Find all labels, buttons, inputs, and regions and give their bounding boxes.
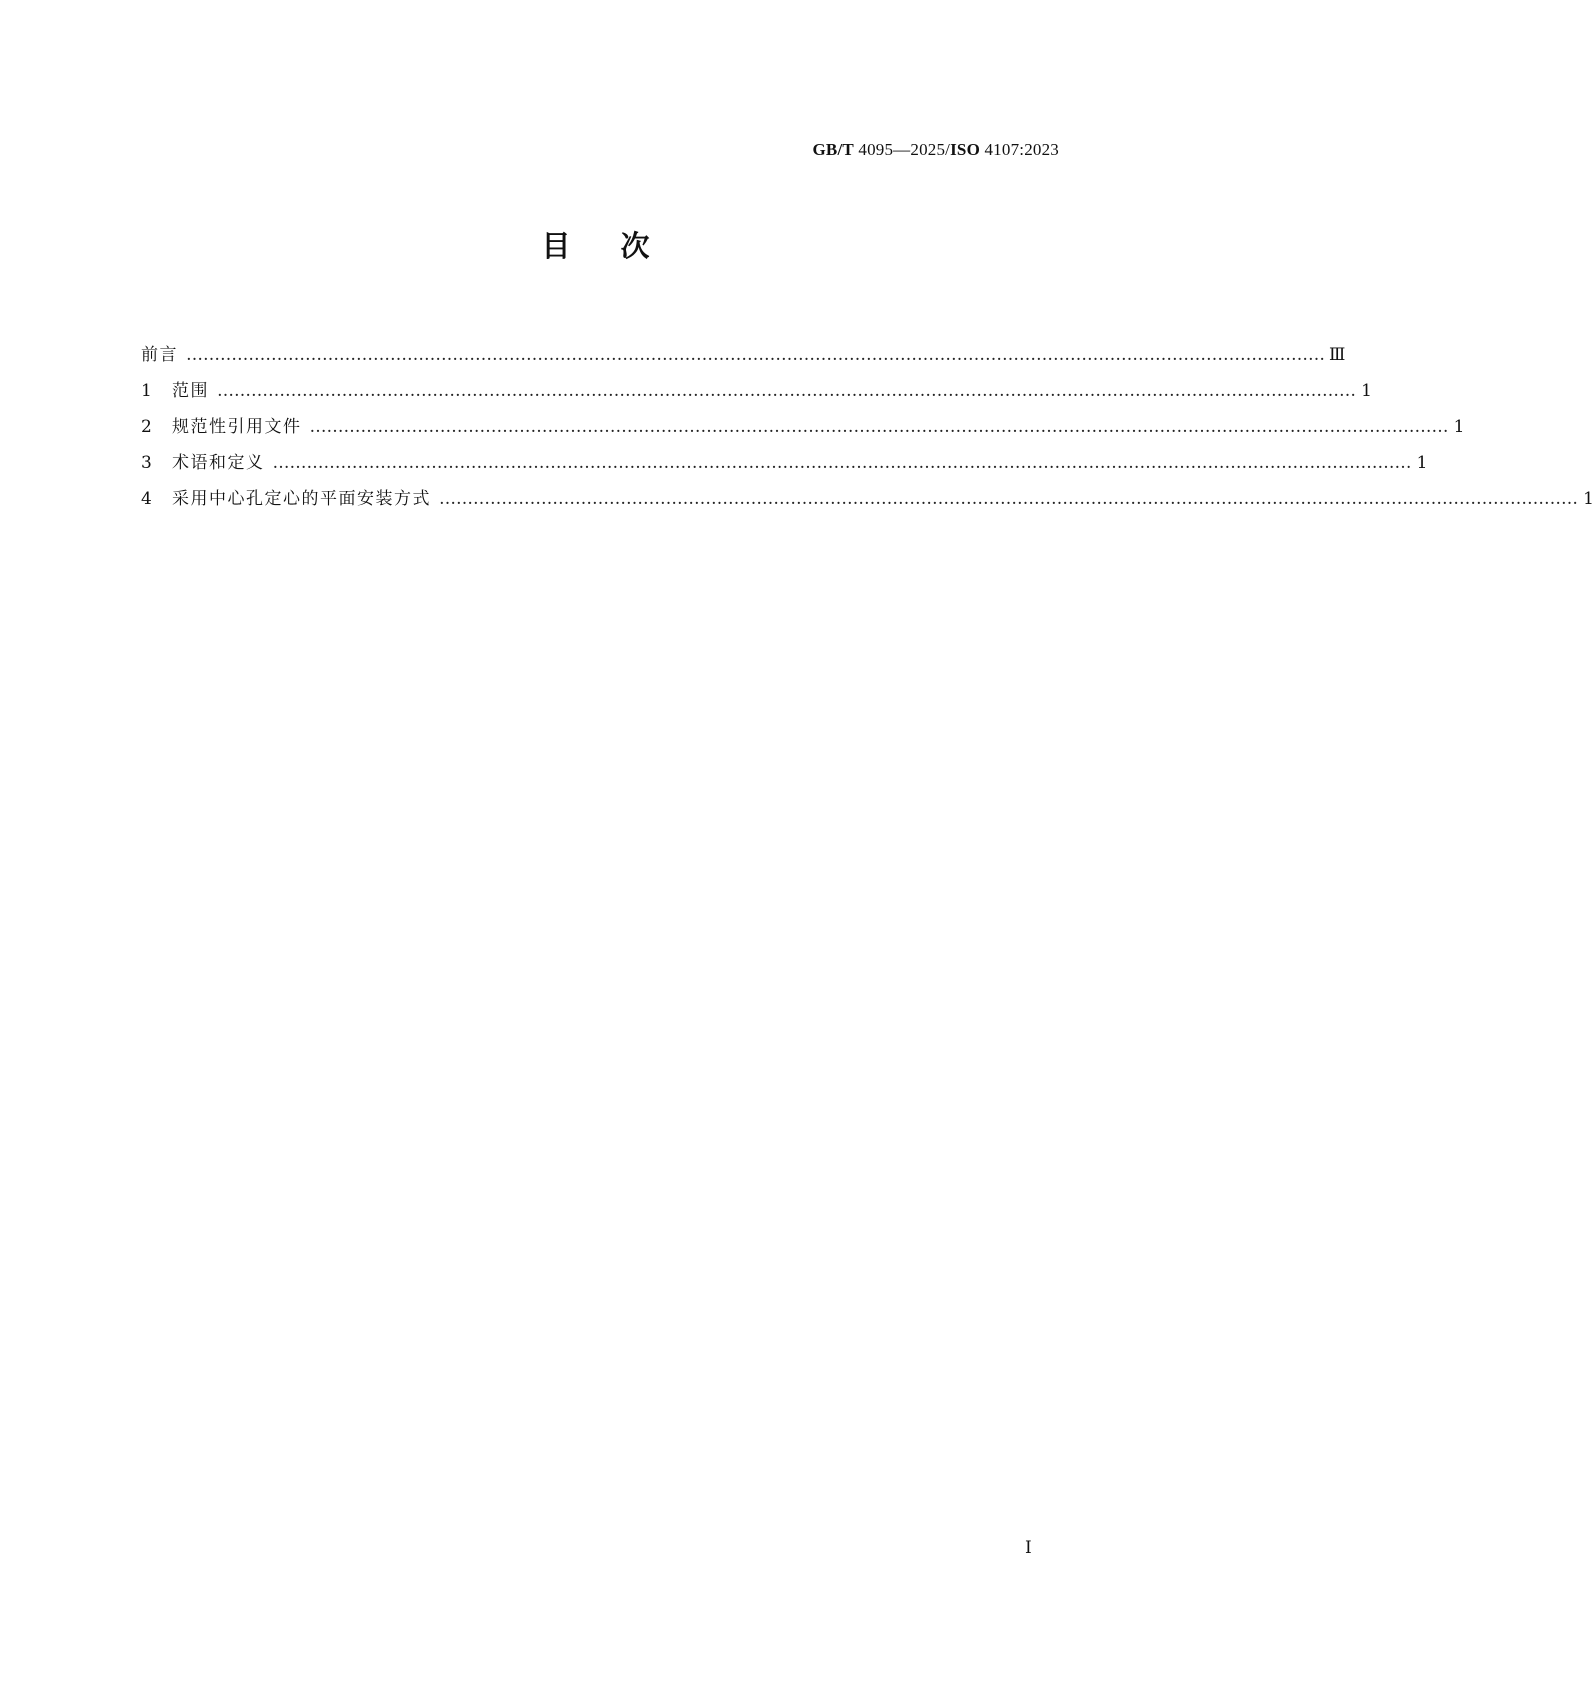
toc-entry-page: 1 [1361, 381, 1372, 401]
toc-entry-foreword[interactable] [141, 340, 1346, 376]
toc-entry-page: 1 [1453, 417, 1465, 437]
toc-entry-label: 术语和定义 [172, 453, 265, 473]
toc-leader-dots: ………………………………………………………………………………………………………………………………………………………………………………… [309, 417, 1449, 437]
toc-entry-page: 1 [1416, 453, 1428, 473]
toc-entry-label: 规范性引用文件 [172, 417, 302, 437]
toc-entry-label: 范围 [172, 381, 209, 401]
page-title: 目次 [541, 229, 700, 263]
table-of-contents [141, 340, 1594, 520]
toc-entry-label: 前言 [141, 345, 178, 365]
iso-number: 4107:2023 [980, 140, 1059, 159]
toc-entry-mounting[interactable] [141, 484, 1594, 520]
toc-entry-number: 1 [141, 381, 152, 401]
toc-entry-number: 2 [141, 417, 152, 437]
toc-entry-page: Ⅲ [1329, 345, 1346, 365]
toc-leader-dots: ………………………………………………………………………………………………………………………………………………………………………………… [439, 489, 1578, 509]
toc-entry-number: 3 [141, 453, 152, 473]
page-number: Ⅰ [1025, 1538, 1032, 1558]
document-code [812, 140, 1059, 160]
toc-entry-terms-definitions[interactable] [141, 448, 1428, 484]
iso-prefix: ISO [950, 140, 981, 159]
standard-number: 4095—2025/ [853, 140, 951, 159]
toc-entry-number: 4 [141, 489, 152, 509]
toc-leader-dots: ………………………………………………………………………………………………………………………………………………………………………………… [272, 453, 1412, 473]
toc-leader-dots: ………………………………………………………………………………………………………………………………………………………………………………… [186, 345, 1325, 365]
toc-entry-label: 采用中心孔定心的平面安装方式 [172, 489, 431, 509]
toc-entry-normative-references[interactable] [141, 412, 1465, 448]
toc-entry-page: 1 [1583, 489, 1594, 509]
toc-leader-dots: ………………………………………………………………………………………………………………………………………………………………………………… [217, 381, 1356, 401]
toc-entry-scope[interactable] [141, 376, 1372, 412]
standard-prefix: GB/T [812, 140, 854, 159]
